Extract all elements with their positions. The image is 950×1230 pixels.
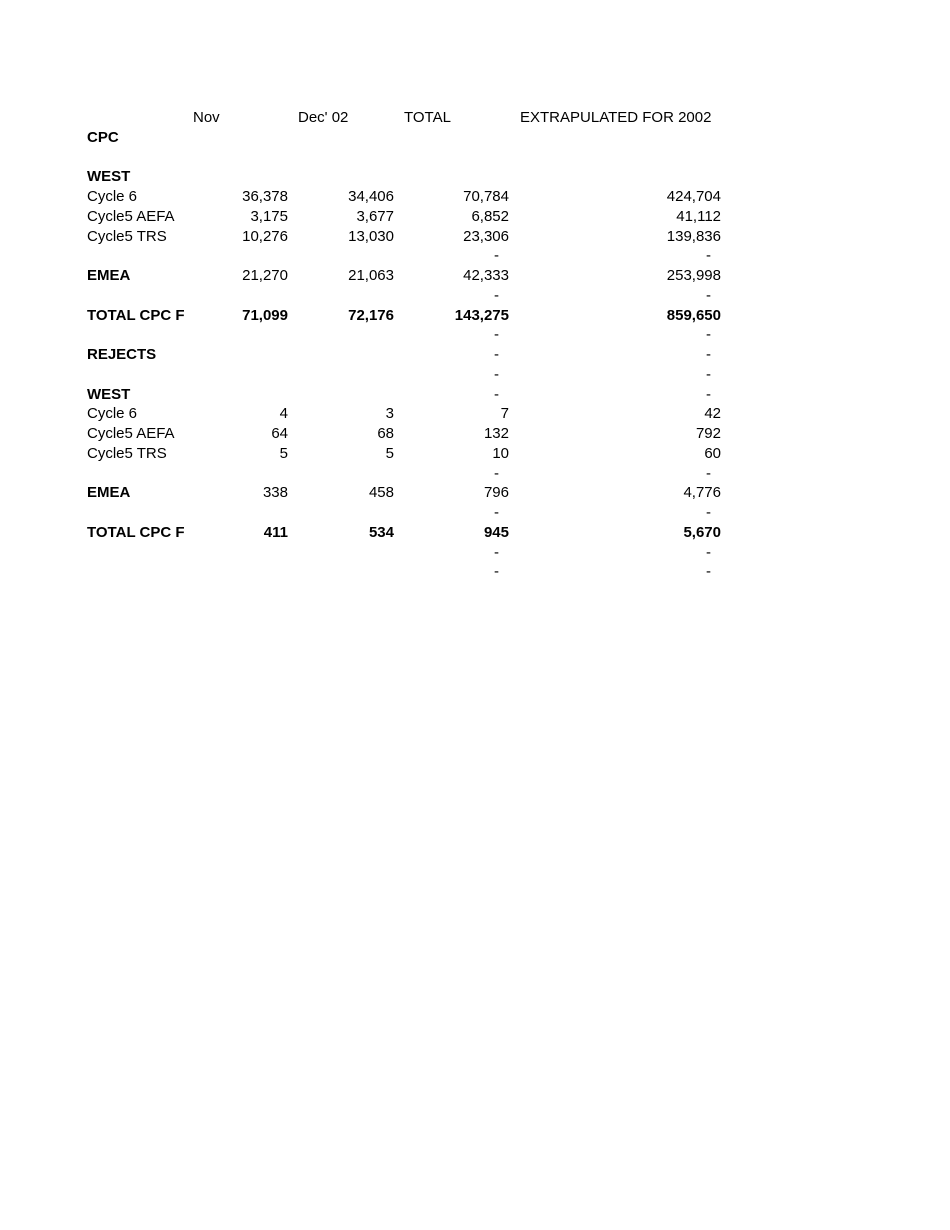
cell-total: 7 (500, 405, 509, 423)
row-label: EMEA (87, 267, 131, 284)
cell-extrapolated: 4,776 (683, 484, 721, 502)
cell-total: 945 (483, 523, 509, 541)
table-row (0, 128, 950, 148)
table-row (0, 227, 950, 247)
table-row (0, 266, 950, 286)
table-row (0, 503, 950, 523)
cell-extrapolated: 42 (704, 405, 721, 423)
header-total: TOTAL (404, 109, 451, 126)
spreadsheet (0, 108, 950, 582)
cell-total: - (494, 504, 499, 521)
cell-total: - (494, 247, 499, 265)
cell-extrapolated: 139,836 (666, 227, 721, 245)
table-row (0, 385, 950, 405)
cell-extrapolated: - (706, 326, 711, 344)
header-nov: Nov (193, 109, 220, 126)
table-row (0, 167, 950, 187)
cell-total: 796 (483, 484, 509, 502)
table-row (0, 325, 950, 345)
cell-dec: 13,030 (348, 227, 394, 245)
row-label: CPC (87, 128, 119, 146)
table-row (0, 404, 950, 424)
cell-total: - (494, 464, 499, 482)
table-row (0, 207, 950, 227)
cell-nov: 36,378 (242, 188, 288, 205)
cell-nov: 3,175 (250, 207, 288, 225)
cell-total: - (494, 286, 499, 304)
cell-dec: 534 (368, 523, 394, 541)
row-label: EMEA (87, 484, 131, 502)
cell-total: - (494, 365, 499, 383)
table-row (0, 148, 950, 168)
table-row (0, 562, 950, 582)
table-row (0, 483, 950, 503)
row-label: TOTAL CPC F (87, 306, 185, 324)
cell-dec: 34,406 (348, 188, 394, 205)
table-row (0, 187, 950, 207)
table-row (0, 246, 950, 266)
cell-dec: 21,063 (348, 267, 394, 284)
cell-extrapolated: 859,650 (666, 306, 721, 324)
table-body (0, 128, 950, 582)
cell-extrapolated: - (706, 543, 711, 561)
cell-total: - (494, 385, 499, 403)
cell-extrapolated: 253,998 (666, 267, 721, 284)
header-extrapolated: EXTRAPULATED FOR 2002 (520, 109, 712, 126)
cell-total: - (494, 543, 499, 561)
row-label: WEST (87, 168, 131, 186)
table-row (0, 464, 950, 484)
cell-nov: 71,099 (242, 306, 288, 324)
row-label: Cycle 6 (87, 405, 138, 423)
cell-total: 10 (492, 444, 509, 462)
cell-total: - (494, 346, 499, 363)
cell-extrapolated: 424,704 (666, 188, 721, 205)
table-row (0, 543, 950, 563)
cell-nov: 4 (279, 405, 288, 423)
table-row (0, 424, 950, 444)
cell-total: 42,333 (463, 267, 509, 284)
header-row (0, 108, 950, 128)
row-label: Cycle 6 (87, 188, 138, 205)
cell-extrapolated: - (706, 346, 711, 363)
cell-extrapolated: - (706, 385, 711, 403)
cell-extrapolated: - (706, 563, 711, 581)
cell-total: 70,784 (463, 188, 509, 205)
cell-nov: 411 (263, 523, 288, 541)
cell-dec: 458 (368, 484, 394, 502)
row-label: Cycle5 AEFA (87, 207, 175, 225)
cell-dec: 68 (377, 425, 394, 442)
cell-total: 143,275 (454, 306, 509, 324)
cell-extrapolated: 41,112 (676, 207, 721, 225)
cell-dec: 3 (385, 405, 394, 423)
table-row (0, 365, 950, 385)
cell-extrapolated: 5,670 (683, 523, 721, 541)
cell-nov: 21,270 (242, 267, 288, 284)
table-row (0, 286, 950, 306)
cell-total: 6,852 (471, 207, 509, 225)
cell-extrapolated: - (706, 365, 711, 383)
cell-nov: 64 (271, 425, 288, 442)
table-row (0, 345, 950, 365)
row-label: TOTAL CPC F (87, 523, 185, 541)
cell-extrapolated: 60 (704, 444, 721, 462)
cell-extrapolated: - (706, 247, 711, 265)
row-label: Cycle5 TRS (87, 227, 167, 245)
cell-dec: 72,176 (348, 306, 394, 324)
table-row (0, 523, 950, 543)
cell-dec: 5 (385, 444, 394, 462)
cell-total: 132 (483, 425, 509, 442)
table-row (0, 306, 950, 326)
cell-nov: 338 (262, 484, 288, 502)
cell-extrapolated: - (706, 504, 711, 521)
row-label: Cycle5 TRS (87, 444, 167, 462)
cell-total: - (494, 326, 499, 344)
cell-extrapolated: - (706, 286, 711, 304)
row-label: WEST (87, 385, 131, 403)
cell-total: - (494, 563, 499, 581)
table-row (0, 444, 950, 464)
cell-nov: 10,276 (242, 227, 288, 245)
cell-extrapolated: - (706, 464, 711, 482)
cell-dec: 3,677 (356, 207, 394, 225)
row-label: Cycle5 AEFA (87, 425, 175, 442)
row-label: REJECTS (87, 346, 157, 363)
header-dec: Dec' 02 (298, 109, 349, 126)
cell-extrapolated: 792 (695, 425, 721, 442)
cell-total: 23,306 (463, 227, 509, 245)
cell-nov: 5 (279, 444, 288, 462)
